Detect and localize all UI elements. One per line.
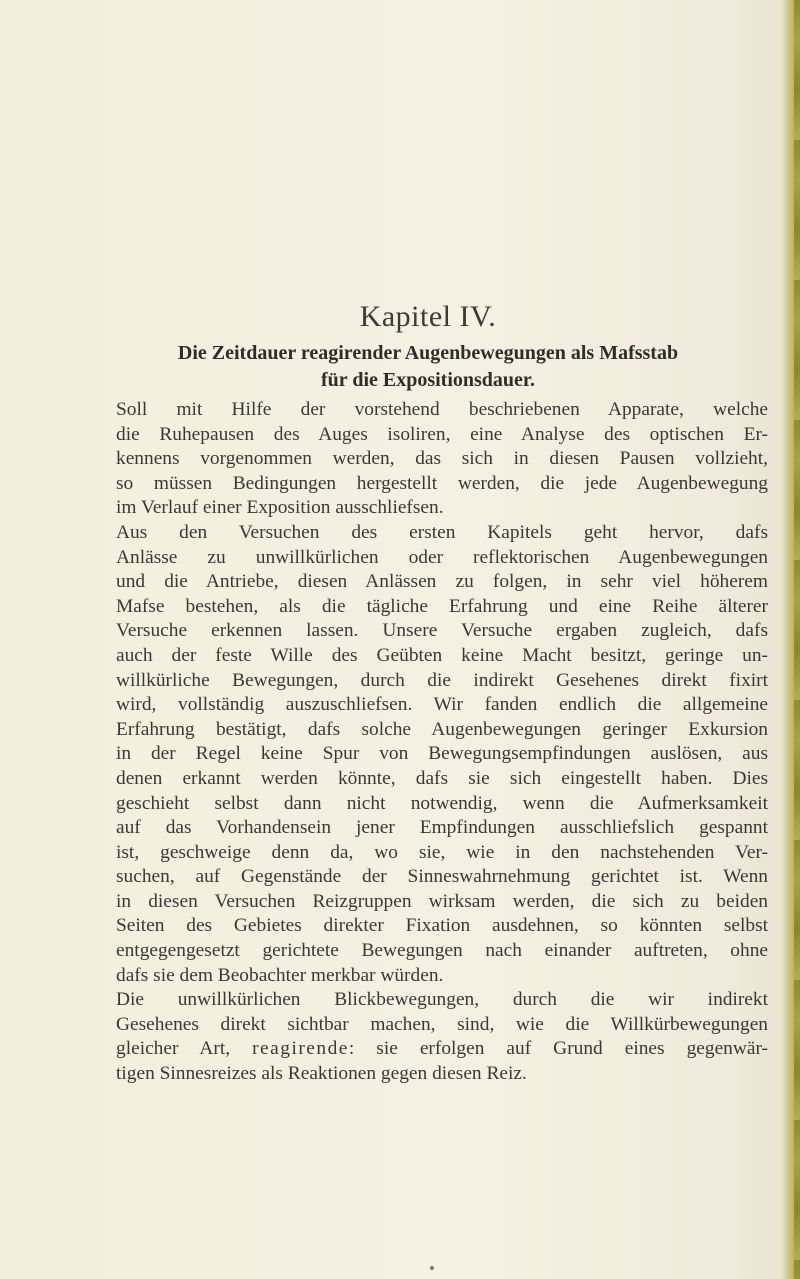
paragraph-line: dafs sie dem Beobachter merkbar würden. — [116, 964, 444, 986]
paragraph-line: Die unwillkürlichen Blickbewegungen, durch die wir indirekt — [116, 989, 768, 1011]
chapter-title-line-2: für die Expositionsdauer. — [321, 369, 535, 391]
paragraph-line: im Verlauf einer Exposition ausschliefsen. — [116, 497, 444, 519]
paragraph-line: entgegengesetzt gerichtete Bewegungen nach einander auftreten, ohne — [116, 940, 768, 962]
paragraph-line: Aus den Versuchen des ersten Kapitels geht hervor, dafs — [116, 521, 768, 543]
emphasized-word: reagirende — [252, 1038, 349, 1060]
chapter-title-line-1: Die Zeitdauer reagirender Augenbewegungen als Mafsstab — [177, 342, 679, 364]
paragraph-line-segment: gleicher Art, — [116, 1038, 253, 1060]
paragraph-2 — [88, 521, 768, 988]
paragraph-line: kennens vorgenommen werden, das sich in diesen Pausen vollzieht, — [116, 448, 768, 470]
paragraph-line: suchen, auf Gegenstände der Sinneswahrnehmung gerichtet ist. Wenn — [116, 866, 768, 888]
page-edge-shadow — [782, 0, 800, 1279]
paragraph-line: so müssen Bedingungen hergestellt werden, die jede Augenbewegung — [116, 472, 768, 494]
paragraph-line — [88, 1037, 768, 1062]
ink-speck — [430, 1266, 434, 1270]
chapter-heading: Kapitel IV. — [359, 300, 497, 333]
paragraph-line: Versuche erkennen lassen. Unsere Versuche ergaben zugleich, dafs — [116, 620, 768, 642]
paragraph-line: die Ruhepausen des Auges isoliren, eine Analyse des optischen Er- — [116, 423, 768, 445]
paragraph-line: willkürliche Bewegungen, durch die indirekt Gesehenes direkt fixirt — [116, 669, 768, 691]
paragraph-line: und die Antriebe, diesen Anlässen zu folgen, in sehr viel höherem — [116, 571, 768, 593]
paragraph-line: auch der feste Wille des Geübten keine Macht besitzt, geringe un- — [116, 644, 768, 666]
paragraph-3 — [88, 988, 768, 1086]
paragraph-line: auf das Vorhandensein jener Empfindungen ausschliefslich gespannt — [116, 817, 768, 839]
paragraph-line: Mafse bestehen, als die tägliche Erfahrung und eine Reihe älterer — [116, 595, 768, 617]
paragraph-line: tigen Sinnesreizes als Reaktionen gegen diesen Reiz. — [116, 1063, 527, 1085]
paragraph-line: geschieht selbst dann nicht notwendig, wenn die Aufmerksamkeit — [116, 792, 768, 814]
chapter-title — [88, 340, 768, 394]
paragraph-line: Seiten des Gebietes direkter Fixation ausdehnen, so könnten selbst — [116, 915, 768, 937]
paragraph-line: in diesen Versuchen Reizgruppen wirksam werden, die sich zu beiden — [116, 890, 768, 912]
paragraph-line: Erfahrung bestätigt, dafs solche Augenbewegungen geringer Exkursion — [116, 718, 768, 740]
paragraph-line: Soll mit Hilfe der vorstehend beschriebenen Apparate, welche — [116, 399, 768, 420]
paragraph-line: in der Regel keine Spur von Bewegungsempfindungen auslösen, aus — [116, 743, 768, 765]
paragraph-line: denen erkannt werden könnte, dafs sie sich eingestellt haben. Dies — [116, 767, 768, 789]
paragraph-line: ist, geschweige denn da, wo sie, wie in den nachstehenden Ver- — [116, 841, 768, 863]
chapter-text — [88, 300, 768, 1087]
paragraph-line: Anlässe zu unwillkürlichen oder reflektorischen Augenbewegungen — [116, 546, 768, 568]
paragraph-line-segment: : sie erfolgen auf Grund eines gegenwär- — [348, 1038, 769, 1060]
paragraph-line: Gesehenes direkt sichtbar machen, sind, wie die Willkürbewegungen — [116, 1013, 768, 1035]
paragraph-line: wird, vollständig auszuschliefsen. Wir fanden endlich die allgemeine — [116, 694, 768, 716]
paragraph-1 — [88, 398, 768, 521]
